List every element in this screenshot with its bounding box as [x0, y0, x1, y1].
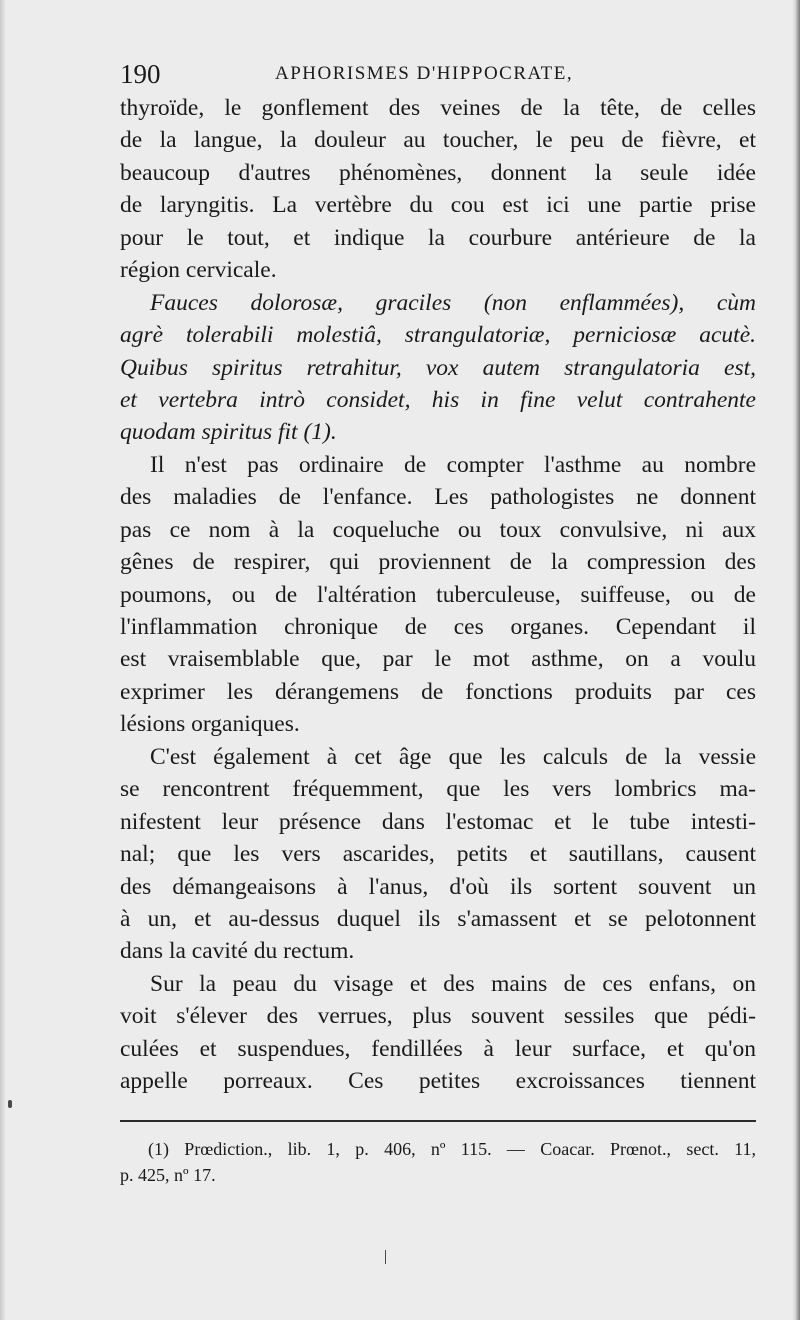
text-line: poumons, ou de l'altération tuberculeuse, suiffeuse, ou de [120, 581, 756, 608]
footnote-line: p. 425, nº 17. [120, 1165, 216, 1185]
ink-speck [385, 1250, 386, 1264]
text-line: pour le tout, et indique la courbure antérieure de la [120, 224, 756, 251]
text-line: culées et suspendues, fendillées à leur surface, et qu'on [120, 1035, 756, 1062]
text-line: se rencontrent fréquemment, que les vers lombrics ma- [120, 776, 756, 803]
latin-quote-line: Fauces dolorosæ, graciles (non enflammées), cùm [150, 289, 756, 316]
text-line: à un, et au-dessus duquel ils s'amassent et se pelotonnent [120, 905, 756, 932]
latin-quote-line: et vertebra intrò considet, his in fine velut contrahente [120, 386, 756, 413]
text-line: des démangeaisons à l'anus, d'où ils sortent souvent un [120, 873, 756, 900]
text-line: thyroïde, le gonflement des veines de la tête, de celles [120, 95, 756, 121]
text-line: Sur la peau du visage et des mains de ces enfans, on [150, 970, 756, 997]
ink-speck [8, 1100, 12, 1108]
running-head [120, 56, 756, 92]
footnote-rule [120, 1120, 756, 1122]
text-line: nifestent leur présence dans l'estomac et le tube intesti- [120, 808, 756, 835]
text-line: gênes de respirer, qui proviennent de la compression des [120, 549, 756, 576]
page-right-edge [792, 0, 800, 1320]
page-number: 190 [120, 59, 161, 89]
latin-quote-line: Quibus spiritus retrahitur, vox autem strangulatoria est, [120, 354, 756, 381]
footnote [120, 1136, 756, 1188]
text-line: C'est également à cet âge que les calculs de la vessie [150, 743, 756, 770]
text-line: nal; que les vers ascarides, petits et sautillans, causent [120, 841, 756, 868]
page-left-edge [0, 0, 6, 1320]
latin-quote-line: quodam spiritus fit (1). [120, 419, 337, 446]
text-line: dans la cavité du rectum. [120, 938, 355, 965]
text-line: l'inflammation chronique de ces organes. Cependant il [120, 614, 756, 640]
text-line: voit s'élever des verrues, plus souvent sessiles que pédi- [120, 1003, 756, 1030]
text-line: des maladies de l'enfance. Les pathologistes ne donnent [120, 484, 756, 511]
footnote-line: (1) Prœdiction., lib. 1, p. 406, nº 115. — Coacar. Prœnot., sect. 11, [148, 1139, 756, 1159]
text-line: est vraisemblable que, par le mot asthme, on a voulu [120, 646, 756, 673]
text-line: Il n'est pas ordinaire de compter l'asthme au nombre [150, 451, 756, 478]
latin-quote-line: agrè tolerabili molestiâ, strangulatoriæ, perniciosæ acutè. [120, 322, 756, 349]
text-line: région cervicale. [120, 257, 277, 284]
text-line: pas ce nom à la coqueluche ou toux convulsive, ni aux [120, 516, 756, 543]
text-line: lésions organiques. [120, 711, 300, 738]
text-line: exprimer les dérangemens de fonctions produits par ces [120, 678, 756, 705]
text-line: appelle porreaux. Ces petites excroissances tiennent [120, 1068, 756, 1095]
text-line: de laryngitis. La vertèbre du cou est ici une partie prise [120, 192, 756, 219]
running-title: APHORISMES D'HIPPOCRATE, [275, 63, 574, 84]
text-line: de la langue, la douleur au toucher, le peu de fièvre, et [120, 127, 756, 154]
body-text [120, 92, 756, 1098]
text-line: beaucoup d'autres phénomènes, donnent la seule idée [120, 159, 756, 186]
